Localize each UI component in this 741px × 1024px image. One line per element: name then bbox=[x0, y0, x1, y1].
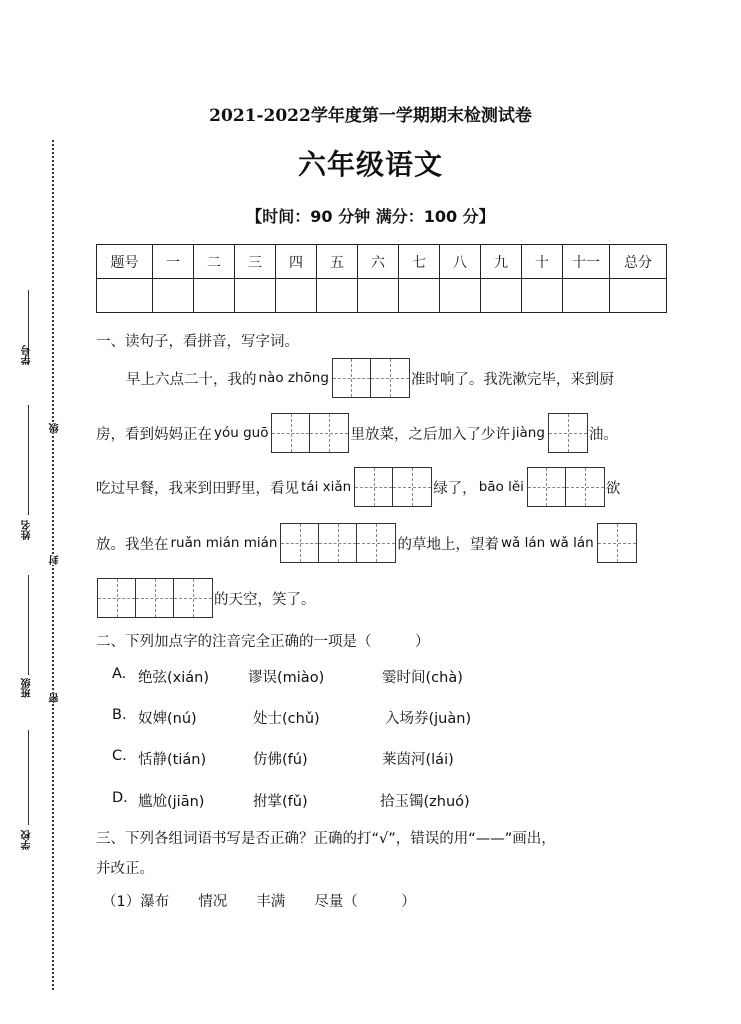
text-segment: 房，看到妈妈正在 bbox=[96, 426, 212, 443]
score-table-entry-row bbox=[97, 279, 667, 313]
seal-mark-mi: 密 bbox=[50, 693, 61, 703]
section1-line5 bbox=[96, 578, 316, 618]
score-cell[interactable] bbox=[610, 279, 667, 313]
table-header-cell: 三 bbox=[235, 245, 276, 279]
table-header-cell: 总分 bbox=[610, 245, 667, 279]
answer-boxes-youguo[interactable] bbox=[271, 413, 349, 453]
table-header-cell: 题号 bbox=[97, 245, 153, 279]
table-header-cell: 八 bbox=[440, 245, 481, 279]
text-segment: 欲 bbox=[605, 480, 621, 497]
text-segment: 绿了， bbox=[433, 480, 477, 497]
score-cell[interactable] bbox=[235, 279, 276, 313]
option-d-item: 尴尬(jiān) bbox=[138, 794, 205, 810]
seal-mark-feng: 封 bbox=[50, 555, 61, 565]
school-line bbox=[28, 730, 29, 825]
text-segment: 油。 bbox=[588, 426, 618, 443]
option-c-item: 仿佛(fú) bbox=[253, 752, 308, 768]
option-a-item: 绝弦(xián) bbox=[138, 670, 209, 686]
option-a-item: 霎时间(chà) bbox=[382, 670, 463, 686]
section3-heading: 三、下列各组词语书写是否正确？正确的打“√”，错误的用“——”画出， bbox=[96, 831, 556, 847]
binding-dotted-line bbox=[52, 140, 54, 990]
section1-heading: 一、读句子，看拼音，写字词。 bbox=[96, 334, 299, 350]
score-cell[interactable] bbox=[481, 279, 522, 313]
score-cell[interactable] bbox=[153, 279, 194, 313]
time-and-score-info: 【时间：90 分钟 满分：100 分】 bbox=[246, 207, 495, 226]
score-cell[interactable] bbox=[358, 279, 399, 313]
table-header-cell: 七 bbox=[399, 245, 440, 279]
option-d-label: D. bbox=[112, 790, 128, 806]
answer-boxes-walanwalan-2[interactable] bbox=[97, 578, 213, 618]
score-cell[interactable] bbox=[399, 279, 440, 313]
section1-line1 bbox=[126, 358, 614, 398]
table-header-cell: 一 bbox=[153, 245, 194, 279]
text-segment: 吃过早餐，我来到田野里，看见 bbox=[96, 480, 299, 497]
option-d-item: 拊掌(fǔ) bbox=[253, 794, 308, 810]
option-b-item: 入场券(juàn) bbox=[385, 711, 472, 727]
answer-boxes-taixian[interactable] bbox=[354, 467, 432, 507]
student-id-label: 学号 bbox=[22, 345, 33, 365]
section3-item1: （1）瀑布 情况 丰满 尽量（ ） bbox=[102, 894, 416, 910]
pinyin-baolei: bāo lěi bbox=[478, 479, 524, 495]
answer-boxes-naozhong[interactable] bbox=[332, 358, 410, 398]
section3-heading-cont: 并改正。 bbox=[96, 861, 154, 877]
table-header-cell: 二 bbox=[194, 245, 235, 279]
answer-boxes-ruanmianmian[interactable] bbox=[280, 523, 396, 563]
text-segment: 的草地上，望着 bbox=[397, 536, 499, 553]
table-header-cell: 九 bbox=[481, 245, 522, 279]
answer-boxes-jiang[interactable] bbox=[548, 413, 588, 453]
option-a-item: 谬误(miào) bbox=[248, 670, 325, 686]
table-header-cell: 六 bbox=[358, 245, 399, 279]
table-header-cell: 五 bbox=[317, 245, 358, 279]
class-label: 班级 bbox=[22, 678, 33, 698]
pinyin-walanwalan: wǎ lán wǎ lán bbox=[500, 535, 594, 551]
answer-boxes-baolei[interactable] bbox=[527, 467, 605, 507]
score-cell[interactable] bbox=[522, 279, 563, 313]
score-cell[interactable] bbox=[440, 279, 481, 313]
exam-subtitle: 2021-2022学年度第一学期期末检测试卷 bbox=[209, 106, 532, 126]
pinyin-jiang: jiàng bbox=[511, 425, 545, 441]
text-segment: 放。我坐在 bbox=[96, 536, 169, 553]
pinyin-youguo: yóu guō bbox=[214, 425, 269, 441]
section1-line4 bbox=[96, 523, 638, 563]
score-table-header-row bbox=[97, 245, 667, 279]
pinyin-ruanmianmian: ruǎn mián mián bbox=[170, 535, 278, 551]
answer-boxes-walanwalan-1[interactable] bbox=[597, 523, 637, 563]
section2-heading: 二、下列加点字的注音完全正确的一项是（ ） bbox=[96, 634, 430, 650]
score-cell[interactable] bbox=[563, 279, 610, 313]
option-b-label: B. bbox=[112, 707, 127, 723]
text-segment: 早上六点二十，我的 bbox=[126, 371, 257, 388]
table-header-cell: 十 bbox=[522, 245, 563, 279]
option-d-item: 拾玉镯(zhuó) bbox=[380, 794, 470, 810]
pinyin-taixian: tái xiǎn bbox=[301, 479, 352, 495]
score-cell[interactable] bbox=[97, 279, 153, 313]
score-table bbox=[96, 244, 667, 313]
option-c-item: 恬静(tián) bbox=[138, 752, 207, 768]
exam-title: 六年级语文 bbox=[297, 148, 443, 181]
school-label: 学校 bbox=[22, 830, 33, 850]
option-a-label: A. bbox=[112, 666, 127, 682]
section1-line2 bbox=[96, 413, 618, 453]
name-label: 姓名 bbox=[22, 520, 33, 540]
text-segment: 里放菜，之后加入了少许 bbox=[350, 426, 510, 443]
class-line bbox=[28, 405, 29, 515]
section1-line3 bbox=[96, 467, 620, 507]
seal-mark-ji: 级 bbox=[50, 423, 61, 433]
table-header-cell: 四 bbox=[276, 245, 317, 279]
score-cell[interactable] bbox=[276, 279, 317, 313]
text-segment: 的天空，笑了。 bbox=[214, 591, 316, 608]
text-segment: 准时响了。我洗漱完毕，来到厨 bbox=[410, 371, 614, 388]
score-cell[interactable] bbox=[317, 279, 358, 313]
class2-line bbox=[28, 575, 29, 675]
option-c-label: C. bbox=[112, 748, 127, 764]
option-b-item: 处士(chǔ) bbox=[253, 711, 320, 727]
option-b-item: 奴婢(nú) bbox=[138, 711, 197, 727]
pinyin-naozhong: nào zhōng bbox=[258, 370, 329, 386]
score-cell[interactable] bbox=[194, 279, 235, 313]
table-header-cell: 十一 bbox=[563, 245, 610, 279]
option-c-item: 莱茵河(lái) bbox=[382, 752, 454, 768]
